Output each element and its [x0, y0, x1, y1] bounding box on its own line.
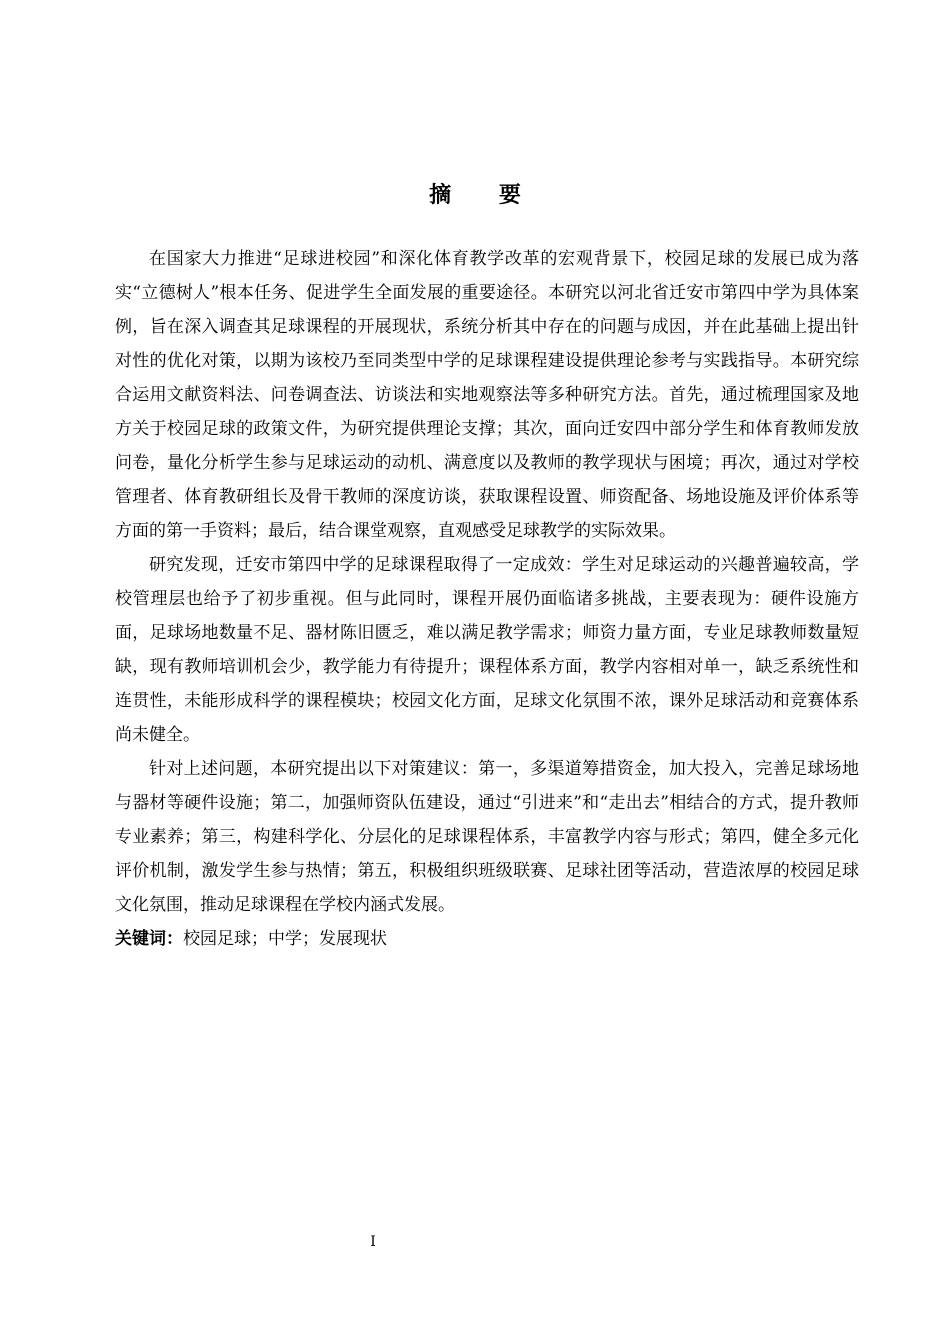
abstract-paragraph-3: 针对上述问题，本研究提出以下对策建议：第一，多渠道筹措资金，加大投入，完善足球场地与器材等硬件设施；第二，加强师资队伍建设，通过“引进来”和“走出去”相结合的方式，提升教师专业素养；第三，构建科学化、分层化的足球课程体系，丰富教学内容与形式；第四，健全多元化评价机制，激发学生参与热情；第五，积极组织班级联赛、足球社团等活动，营造浓厚的校园足球文化氛围，推动足球课程在学校内涵式发展。	[115, 759, 859, 915]
keywords-line	[115, 922, 859, 956]
abstract-paragraph-2: 研究发现，迁安市第四中学的足球课程取得了一定成效：学生对足球运动的兴趣普遍较高，学校管理层也给予了初步重视。但与此同时，课程开展仍面临诸多挑战，主要表现为：硬件设施方面，足球场地数量不足、器材陈旧匮乏，难以满足教学需求；师资力量方面，专业足球教师数量短缺，现有教师培训机会少，教学能力有待提升；课程体系方面，教学内容相对单一，缺乏系统性和连贯性，未能形成科学的课程模块；校园文化方面，足球文化氛围不浓，课外足球活动和竞赛体系尚未健全。	[115, 555, 859, 745]
abstract-paragraph-1: 在国家大力推进“足球进校园”和深化体育教学改革的宏观背景下，校园足球的发展已成为落实“立德树人”根本任务、促进学生全面发展的重要途径。本研究以河北省迁安市第四中学为具体案例，旨在深入调查其足球课程的开展现状，系统分析其中存在的问题与成因，并在此基础上提出针对性的优化对策，以期为该校乃至同类型中学的足球课程建设提供理论参考与实践指导。本研究综合运用文献资料法、问卷调查法、访谈法和实地观察法等多种研究方法。首先，通过梳理国家及地方关于校园足球的政策文件，为研究提供理论支撑；其次，面向迁安四中部分学生和体育教师发放问卷，量化分析学生参与足球运动的动机、满意度以及教师的教学现状与困境；再次，通过对学校管理者、体育教研组长及骨干教师的深度访谈，获取课程设置、师资配备、场地设施及评价体系等方面的第一手资料；最后，结合课堂观察，直观感受足球教学的实际效果。	[115, 249, 859, 541]
page-number: I	[370, 1234, 376, 1250]
abstract-body	[115, 242, 859, 956]
keywords-label: 关键词：	[115, 929, 183, 949]
keywords-text: 校园足球；中学；发展现状	[183, 929, 387, 949]
abstract-title: 摘 要	[429, 182, 541, 208]
